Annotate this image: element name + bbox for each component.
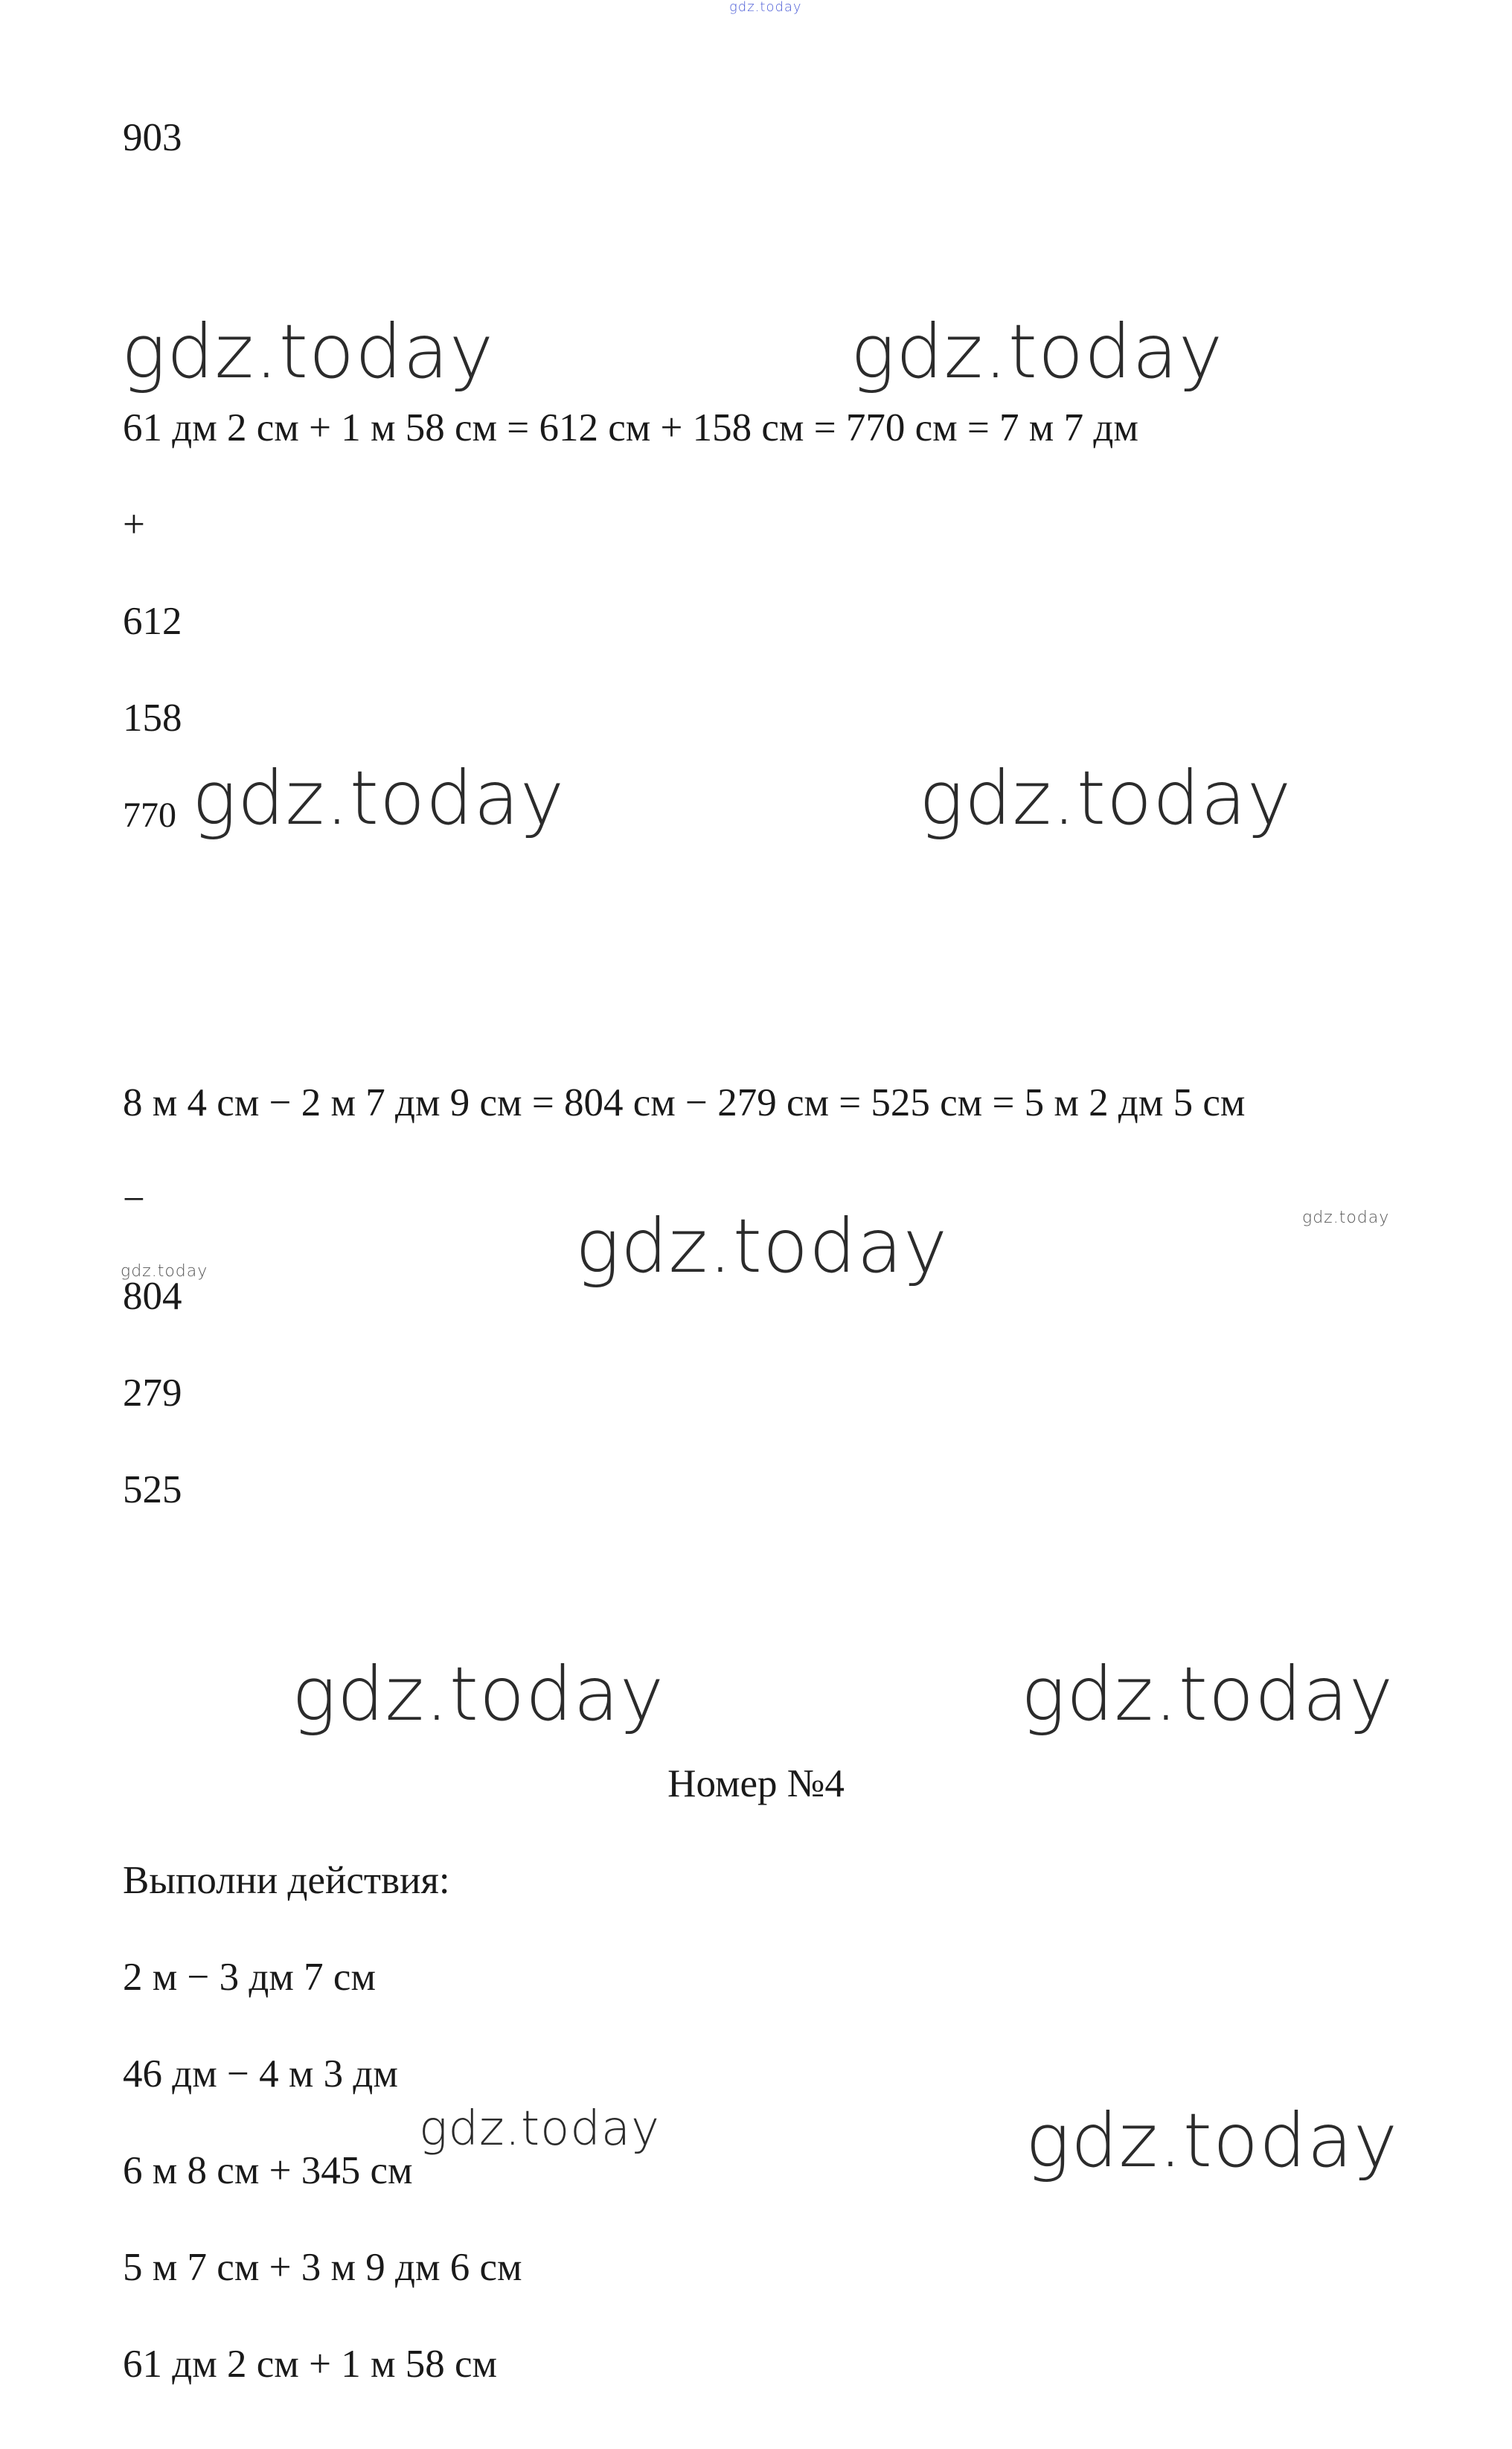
watermark-small: gdz.today [1302, 1209, 1390, 1227]
expression-2: 46 дм − 4 м 3 дм [123, 2052, 398, 2096]
watermark: gdz.today [1025, 2097, 1399, 2184]
column-sum: 770 [123, 795, 176, 835]
watermark: gdz.today [850, 308, 1224, 395]
expression-5: 61 дм 2 см + 1 м 58 см [123, 2343, 498, 2386]
column-addend-1: 612 [123, 600, 182, 643]
problem-number-903: 903 [123, 116, 182, 159]
watermark: gdz.today [575, 1203, 949, 1290]
plus-sign: + [123, 503, 145, 546]
task-instruction: Выполни действия: [123, 1859, 450, 1902]
column-difference: 525 [123, 1468, 182, 1511]
watermark: gdz.today [919, 755, 1292, 842]
watermark: gdz.today [192, 755, 566, 842]
watermark: gdz.today [121, 308, 495, 395]
watermark-small: gdz.today [121, 1262, 208, 1281]
watermark-top: gdz.today [729, 0, 802, 15]
column-addend-2: 158 [123, 697, 182, 740]
column-subtrahend: 279 [123, 1371, 182, 1415]
section-heading: Номер №4 [667, 1762, 845, 1805]
equation-2: 8 м 4 см − 2 м 7 дм 9 см = 804 см − 279 см = 525 см = 5 м 2 дм 5 см [123, 1081, 1246, 1124]
column-minuend: 804 [123, 1275, 182, 1318]
minus-sign: − [123, 1178, 145, 1221]
equation-1: 61 дм 2 см + 1 м 58 см = 612 см + 158 см = 770 см = 7 м 7 дм [123, 406, 1138, 449]
expression-1: 2 м − 3 дм 7 см [123, 1956, 376, 1999]
expression-3: 6 м 8 см + 345 см [123, 2149, 413, 2192]
watermark: gdz.today [292, 1651, 665, 1738]
watermark: gdz.today [419, 2101, 660, 2157]
expression-4: 5 м 7 см + 3 м 9 дм 6 см [123, 2246, 522, 2289]
watermark: gdz.today [1021, 1651, 1394, 1738]
